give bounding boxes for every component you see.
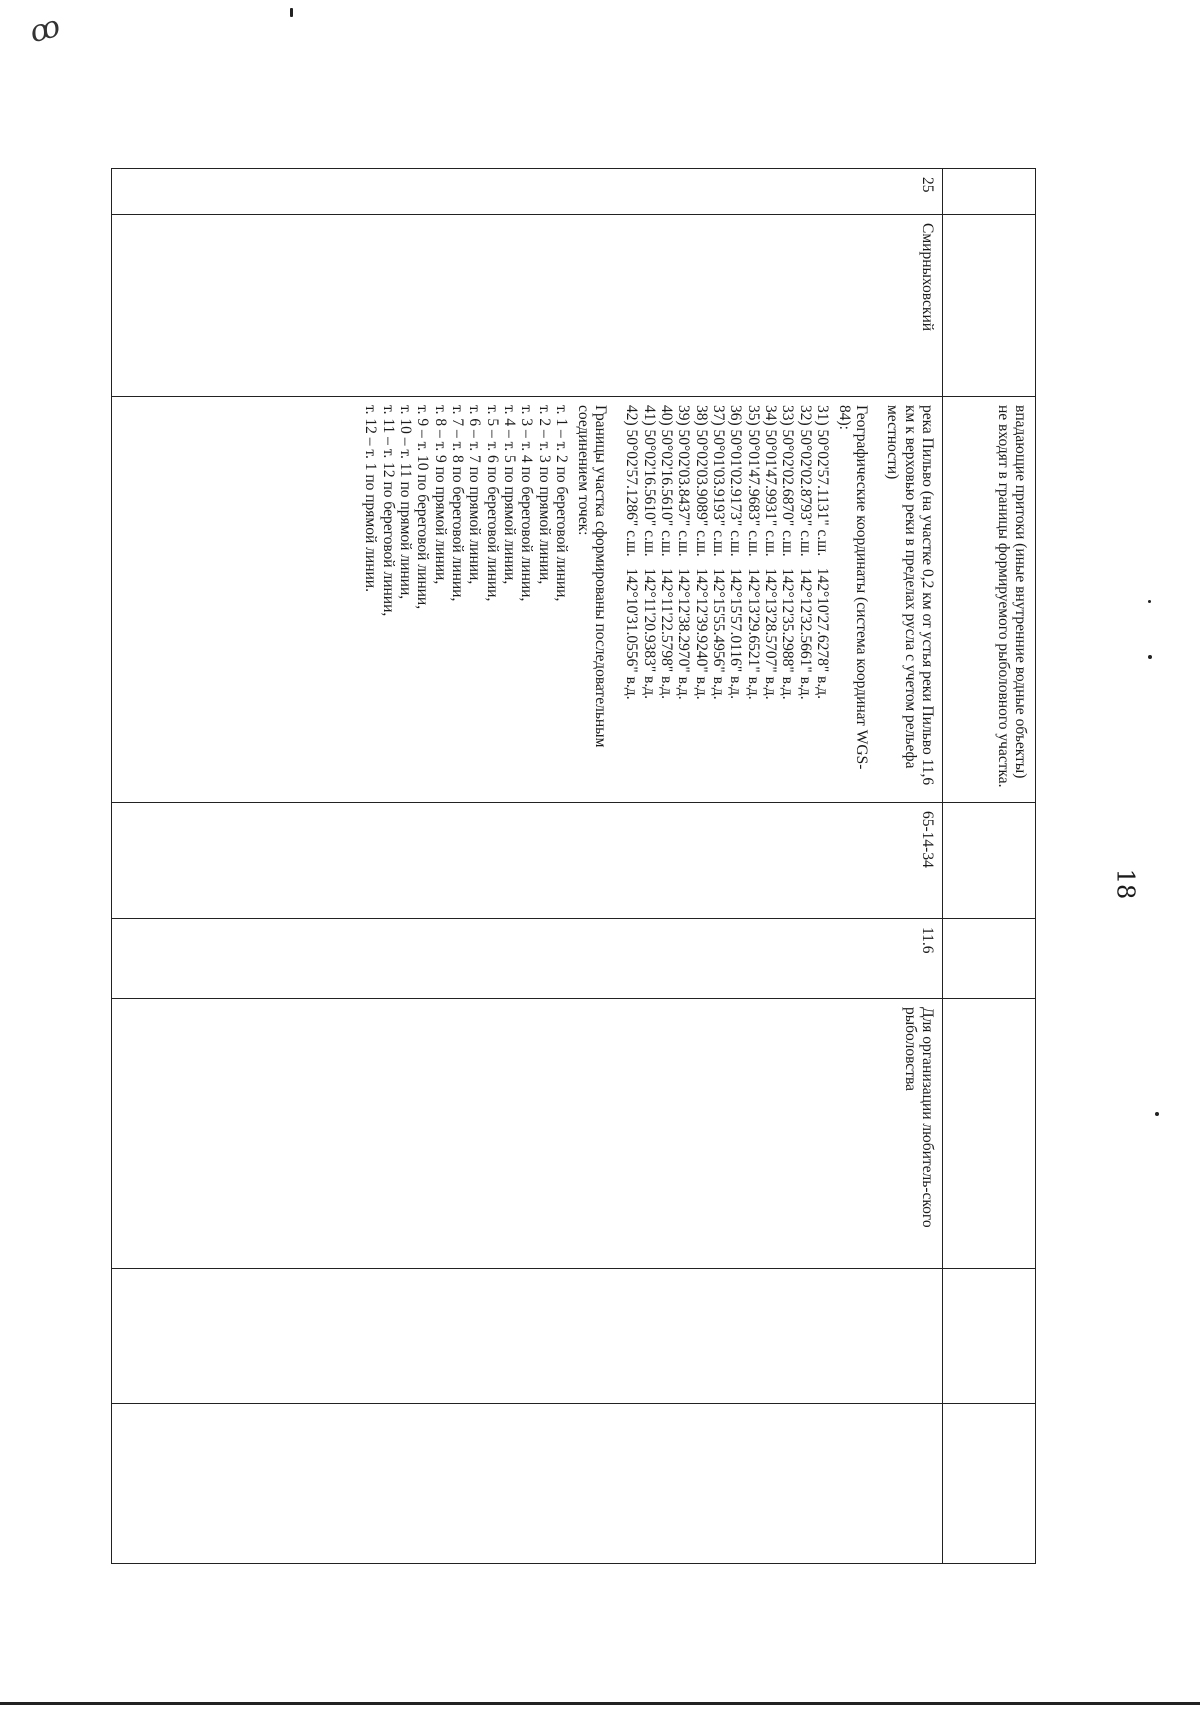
coordinates-title: Географические координаты (система координат WGS-84): [835, 405, 870, 770]
cell-empty [943, 999, 1036, 1269]
cell-description [112, 397, 943, 803]
cell-empty [943, 1404, 1036, 1564]
boundary-item: т. 4 – т. 5 по прямой линии, [501, 405, 519, 585]
boundary-item: т. 7 – т. 8 по береговой линии, [449, 405, 467, 602]
boundary-item: т. 11 – т. 12 по береговой линии, [379, 405, 397, 617]
cell-empty [943, 169, 1036, 215]
cell-empty [943, 215, 1036, 397]
coordinate-item: 38) 50°02'03.9089" с.ш. 142°12'39.9240" в.д. [692, 405, 710, 700]
boundary-item: т. 9 – т. 10 по береговой линии, [414, 405, 432, 610]
boundary-item: т. 2 – т. 3 по прямой линии, [535, 405, 553, 585]
coordinate-item: 36) 50°01'02.9173" с.ш. 142°15'57.0116" в.д. [727, 405, 745, 699]
table-row-25 [112, 169, 943, 1564]
continued-text: впадающие притоки (иные внутренние водные объекты) не входят в границы формируемого рыболовного участка. [994, 405, 1029, 788]
scan-edge-line [0, 1702, 1200, 1705]
fishing-area-table [114, 168, 1036, 1563]
scan-speck [1148, 655, 1152, 659]
cell-area-name [112, 215, 943, 397]
river-description: река Пильво (на участке 0,2 км от устья реки Пильво 11,6 км к верховью реки в пределах русла с учетом рельефа местности) [884, 405, 936, 786]
scan-speck [1155, 1112, 1159, 1116]
boundary-item: т. 8 – т. 9 по прямой линии, [431, 405, 449, 585]
boundary-item: т. 6 – т. 7 по прямой линии, [466, 405, 484, 585]
area-purpose: Для организации любитель-ского рыболовства [901, 1007, 936, 1228]
cell-length [112, 919, 943, 999]
cell-empty [112, 1404, 943, 1564]
boundary-item: т. 10 – т. 11 по прямой линии, [396, 405, 414, 600]
coordinate-item: 41) 50°02'16.5610" с.ш. 142°11'20.9383" в.д. [640, 405, 658, 699]
cell-purpose [112, 999, 943, 1269]
coordinate-item: 35) 50°01'47.9683" с.ш. 142°13'29.6521" в.д. [744, 405, 762, 700]
table-row-continuation [943, 169, 1036, 1564]
coordinate-item: 32) 50°02'02.8793" с.ш. 142°12'32.5661" в.д. [796, 405, 814, 700]
cell-code [112, 803, 943, 919]
cell-empty [943, 919, 1036, 999]
coordinate-item: 37) 50°01'03.9193" с.ш. 142°15'55.4956" в.д. [710, 405, 728, 700]
handwritten-mark: ꝏ [25, 8, 65, 51]
boundary-item: т. 5 – т. 6 по береговой линии, [483, 405, 501, 602]
cell-continued-text [943, 397, 1036, 803]
coordinates-list [623, 405, 831, 794]
boundary-list [362, 405, 570, 794]
cell-empty [112, 1269, 943, 1404]
area-name: Смирныховский [919, 223, 936, 332]
cell-empty [943, 1269, 1036, 1404]
boundary-item: т. 3 – т. 4 по береговой линии, [518, 405, 536, 602]
coordinate-item: 34) 50°01'47.9931" с.ш. 142°13'28.5707" в.д. [762, 405, 780, 700]
coordinate-item: 33) 50°02'02.6870" с.ш. 142°12'35.2988" в.д. [779, 405, 797, 700]
scan-speck [1148, 600, 1151, 603]
cell-number [112, 169, 943, 215]
cell-empty [943, 803, 1036, 919]
page-number: 18 [1111, 868, 1140, 900]
scan-speck [290, 8, 293, 17]
coordinate-item: 40) 50°02'16.5610" с.ш. 142°11'22.5798" в.д. [657, 405, 675, 699]
row-number: 25 [919, 177, 936, 193]
area-length: 11.6 [919, 927, 936, 954]
coordinate-item: 39) 50°02'03.8437" с.ш. 142°12'38.2970" в.д. [675, 405, 693, 700]
coordinate-item: 31) 50°02'57.1131" с.ш. 142°10'27.6278" в.д. [814, 405, 832, 699]
area-code: 65-14-34 [919, 811, 936, 868]
boundary-item: т. 12 – т. 1 по прямой линии. [362, 405, 380, 592]
boundary-item: т. 1 – т. 2 по береговой линии, [553, 405, 571, 602]
coordinate-item: 42) 50°02'57.1286" с.ш. 142°10'31.0556" в.д. [623, 405, 641, 700]
boundary-title: Границы участка сформированы последовательным соединением точек: [574, 405, 609, 748]
